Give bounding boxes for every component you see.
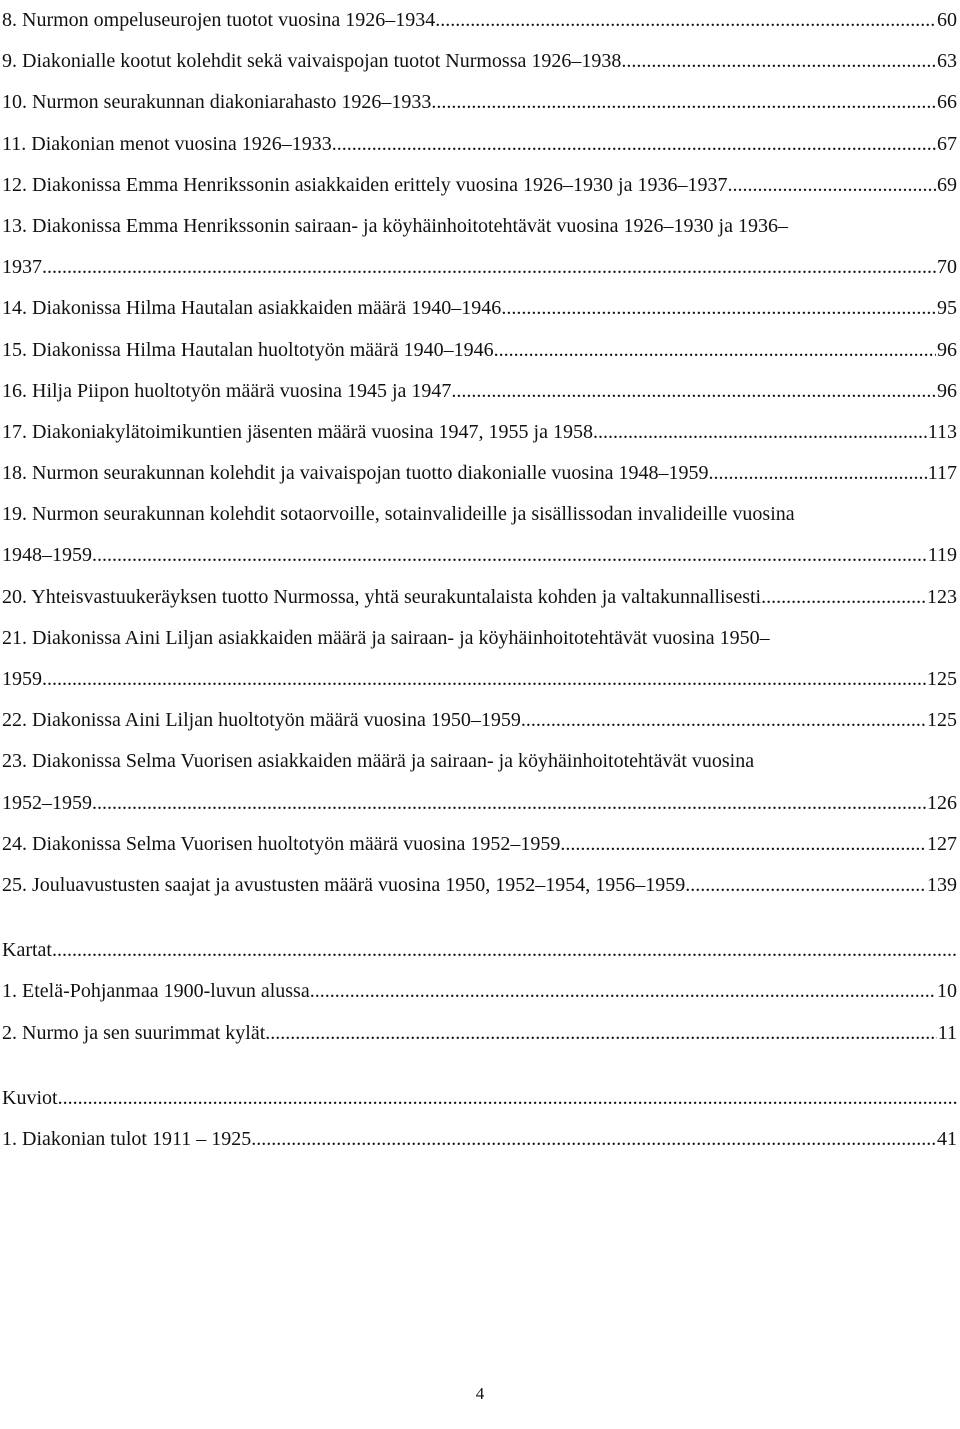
- dot-leader: [435, 0, 936, 41]
- toc-entry-text: 11. Diakonian menot vuosina 1926–1933: [2, 132, 332, 155]
- toc-entry-text-cont: 1959: [2, 668, 42, 690]
- dot-leader: [621, 41, 936, 82]
- toc-entry-text: 1. Etelä-Pohjanmaa 1900-luvun alussa: [2, 980, 310, 1003]
- toc-entry: [2, 741, 957, 823]
- toc-entry: [2, 971, 957, 1012]
- toc-entry-page: 126: [927, 791, 957, 814]
- toc-entry-text-cont: 1937: [2, 256, 42, 279]
- toc-entry: [2, 865, 957, 906]
- dot-leader: [42, 247, 936, 288]
- toc-entry-page: 70: [937, 256, 957, 279]
- toc-entry-page: 63: [937, 50, 957, 73]
- toc-entry-page: 123: [927, 585, 957, 608]
- dot-leader: [431, 82, 936, 123]
- dot-leader: [251, 1119, 936, 1160]
- toc-entry: [2, 165, 957, 206]
- toc-entry-page: 139: [927, 873, 957, 896]
- toc-entry-text: 17. Diakoniakylätoimikuntien jäsenten määrä vuosina 1947, 1955 ja 1958: [2, 420, 593, 443]
- toc-entry-text-cont: 1952–1959: [2, 791, 92, 814]
- toc-entry-page: 96: [937, 379, 957, 402]
- toc-entry-page: 96: [937, 338, 957, 361]
- toc-entry-text: 2. Nurmo ja sen suurimmat kylät: [2, 1021, 266, 1044]
- section-gap: [2, 1054, 957, 1078]
- toc-entry-text-cont: 1948–1959: [2, 544, 92, 567]
- toc-entry: [2, 330, 957, 371]
- page-number: 4: [475, 1384, 485, 1403]
- toc-entry-text: 14. Diakonissa Hilma Hautalan asiakkaiden määrä 1940–1946: [2, 297, 502, 320]
- toc-entry-text: 8. Nurmon ompeluseurojen tuotot vuosina 1926–1934: [2, 9, 436, 31]
- toc-entry: [2, 824, 957, 865]
- toc-entry-page: 11: [937, 1021, 957, 1044]
- maps-heading: Kartat: [2, 939, 52, 962]
- dot-leader: [42, 659, 926, 700]
- toc-entry-page: 117: [927, 462, 957, 485]
- section-gap: [2, 906, 957, 930]
- toc-entry: [2, 1013, 957, 1054]
- dot-leader: [58, 1078, 957, 1119]
- toc-entry-page: 119: [927, 544, 957, 567]
- toc-entry: [2, 371, 957, 412]
- dot-leader: [761, 577, 926, 618]
- toc-entry: [2, 494, 957, 576]
- toc-entry-page: 69: [937, 173, 957, 196]
- toc-entry: [2, 1119, 957, 1160]
- figures-heading: Kuviot: [2, 1086, 58, 1109]
- dot-leader: [521, 700, 926, 741]
- toc-entry-page: 95: [937, 297, 957, 320]
- toc-entry-text: 20. Yhteisvastuukeräyksen tuotto Nurmossa, yhtä seurakuntalaista kohden ja valtakunnallisesti: [2, 585, 762, 608]
- toc-entry-text: 1. Diakonian tulot 1911 – 1925: [2, 1127, 252, 1150]
- toc-entry-text: 25. Jouluavustusten saajat ja avustusten määrä vuosina 1950, 1952–1954, 1956–1959: [2, 873, 686, 896]
- dot-leader: [593, 412, 927, 453]
- toc-entry: [2, 41, 957, 82]
- dot-leader: [92, 783, 926, 824]
- dot-leader: [709, 453, 927, 494]
- toc-entry-text: 19. Nurmon seurakunnan kolehdit sotaorvoille, sotainvalideille ja sisällissodan invalideille vuosina: [2, 503, 795, 526]
- toc-entry-page: 41: [937, 1127, 957, 1150]
- toc-entry-text: 24. Diakonissa Selma Vuorisen huoltotyön määrä vuosina 1952–1959: [2, 832, 561, 855]
- toc-entry-page: 113: [927, 420, 957, 443]
- toc-entry-text: 16. Hilja Piipon huoltotyön määrä vuosina 1945 ja 1947: [2, 379, 452, 402]
- dot-leader: [451, 371, 936, 412]
- toc-entry: [2, 412, 957, 453]
- toc-entry-page: 10: [937, 980, 957, 1003]
- dot-leader: [685, 865, 926, 906]
- toc-entry-page: 125: [927, 709, 957, 732]
- toc-entry-text: 10. Nurmon seurakunnan diakoniarahasto 1926–1933: [2, 91, 432, 114]
- toc-entry: [2, 618, 957, 700]
- toc-entry: [2, 288, 957, 329]
- dot-leader: [501, 288, 936, 329]
- toc-entry-page: 125: [927, 668, 957, 690]
- toc-entry-text: 9. Diakonialle kootut kolehdit sekä vaivaispojan tuotot Nurmossa 1926–1938: [2, 50, 622, 73]
- dot-leader: [560, 824, 926, 865]
- toc-section-heading: [2, 1078, 957, 1119]
- toc-entry-text: 18. Nurmon seurakunnan kolehdit ja vaivaispojan tuotto diakonialle vuosina 1948–1959: [2, 462, 709, 485]
- toc-entry: [2, 453, 957, 494]
- dot-leader: [494, 330, 936, 371]
- toc-entry: [2, 82, 957, 123]
- dot-leader: [727, 165, 936, 206]
- toc-entry-text: 22. Diakonissa Aini Liljan huoltotyön määrä vuosina 1950–1959: [2, 709, 521, 732]
- toc-entry-page: 67: [937, 132, 957, 155]
- dot-leader: [52, 930, 957, 971]
- table-of-contents: [2, 0, 957, 1160]
- toc-entry-page: 60: [937, 9, 957, 31]
- toc-entry-text: 13. Diakonissa Emma Henrikssonin sairaan- ja köyhäinhoitotehtävät vuosina 1926–1930 ja 1936–: [2, 214, 788, 237]
- toc-entry-text: 12. Diakonissa Emma Henrikssonin asiakkaiden erittely vuosina 1926–1930 ja 1936–1937: [2, 173, 728, 196]
- dot-leader: [265, 1013, 936, 1054]
- toc-entry: [2, 124, 957, 165]
- dot-leader: [92, 535, 927, 576]
- dot-leader: [310, 971, 936, 1012]
- toc-entry: [2, 206, 957, 288]
- toc-entry-text: 15. Diakonissa Hilma Hautalan huoltotyön määrä 1940–1946: [2, 338, 494, 361]
- toc-section-heading: [2, 930, 957, 971]
- toc-entry-page: 127: [927, 832, 957, 855]
- toc-entry: [2, 700, 957, 741]
- toc-entry-page: 66: [937, 91, 957, 114]
- dot-leader: [332, 124, 936, 165]
- toc-entry: [2, 577, 957, 618]
- toc-entry-text: 21. Diakonissa Aini Liljan asiakkaiden määrä ja sairaan- ja köyhäinhoitotehtävät vuosina 1950–: [2, 626, 770, 649]
- toc-entry-text: 23. Diakonissa Selma Vuorisen asiakkaiden määrä ja sairaan- ja köyhäinhoitotehtävät vuosina: [2, 750, 755, 773]
- toc-entry: [2, 0, 957, 41]
